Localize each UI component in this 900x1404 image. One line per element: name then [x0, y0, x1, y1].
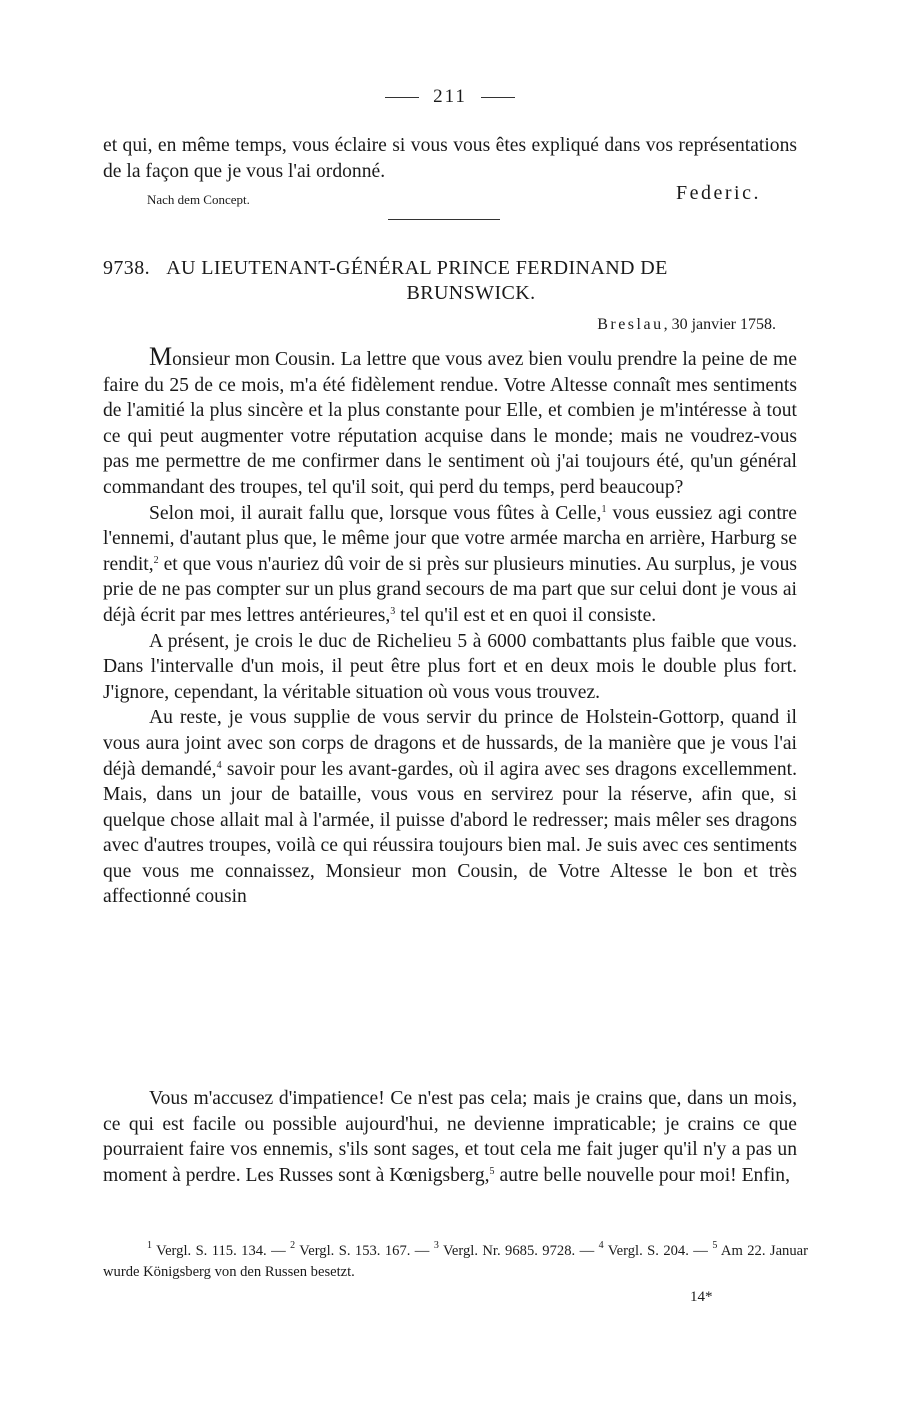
footnotes — [103, 1241, 808, 1283]
paragraph-1-text: onsieur mon Cousin. La lettre que vous avez bien voulu prendre la peine de me faire du 25 de ce mois, m'a été fidèlement rendue. Votre Altesse connaît mes sentiments de l'amitié la plus sincère et la plus constante pour Elle, et combien je m'intéresse à tout ce qui peut augmenter votre réputation acquise dans le monde; mais ne voudrez-vous pas me permettre de me confirmer dans le sentiment où j'ai toujours été, qu'un général commandant des troupes, tel qu'il soit, qui perd du temps, perd beaucoup? — [103, 349, 797, 498]
letter-place: Breslau — [597, 316, 664, 333]
footnote-ref-5: 5 — [489, 1165, 495, 1177]
postscript-text-a: Vous m'accusez d'impatience! Ce n'est pas cela; mais je crains que, dans un mois, ce qui est facile ou possible aujourd'hui, ne devienne impraticable; je crains ce que pourraient faire vos ennemis, s'ils sont sages, et tout cela me fait juger qu'il n'y a pas un moment à perdre. Les Russes sont à Kœnigsberg, — [103, 1088, 797, 1186]
footnote-2-mark: 2 — [290, 1240, 296, 1251]
letter-dateline — [597, 316, 776, 334]
source-note: Nach dem Concept. — [147, 192, 250, 207]
letter-number: 9738. — [103, 257, 150, 279]
header-dash-left — [385, 97, 419, 98]
footnote-ref-2: 2 — [153, 554, 159, 566]
footnote-ref-3: 3 — [390, 605, 396, 617]
footnote-5: Am 22. Januar wurde Königsberg von den Russen besetzt. — [103, 1243, 808, 1280]
header-dash-right — [481, 97, 515, 98]
paragraph-2-text-a: Selon moi, il aurait fallu que, lorsque vous fûtes à Celle, — [149, 502, 602, 524]
paragraph-4-text-a: Au reste, je vous supplie de vous servir du prince de Holstein-Gottorp, quand il vous aura joint avec son corps de dragons et de hussards, de la manière que je vous l'ai déjà demandé, — [103, 707, 797, 780]
paragraph-3: A présent, je crois le duc de Richelieu 5 à 6000 combattants plus faible que vous. Dans l'intervalle d'un mois, il peut être plus fort et en deux mois le double plus fort. J'ignore, cependant, la véritable situation où vous vous trouvez. — [103, 630, 797, 703]
footnote-2: Vergl. S. 153. 167. — — [295, 1243, 434, 1259]
footnote-4-mark: 4 — [598, 1240, 604, 1251]
letter-title-line2: BRUNSWICK. — [406, 282, 536, 304]
paragraph-2-text-b: vous eussiez agi contre l'ennemi, d'autant plus que, le même jour que votre armée marcha en arrière, Harburg se rendit, — [103, 502, 797, 575]
paragraph-2-text-d: tel qu'il est et en quoi il consiste. — [395, 604, 657, 626]
paragraph-2 — [103, 501, 797, 629]
paragraph-2-text-c: et que vous n'auriez dû voir de si près sur plusieurs minuties. Au surplus, je vous prie de ne pas compter sur un plus grand secours de ma part que sur celui dont je vous ai déjà écrit par mes lettres antérieures, — [103, 553, 797, 626]
footnote-4: Vergl. S. 204. — — [603, 1243, 713, 1259]
footnote-3-mark: 3 — [433, 1240, 439, 1251]
letter-title-line1: AU LIEUTENANT-GÉNÉRAL PRINCE FERDINAND DE — [166, 257, 668, 279]
letter-date: , 30 janvier 1758. — [663, 316, 776, 333]
footnote-1: Vergl. S. 115. 134. — — [152, 1243, 291, 1259]
footnote-1-mark: 1 — [147, 1240, 152, 1251]
paragraph-4-text-b: savoir pour les avant-gardes, où il agira avec ses dragons excellemment. Mais, dans un jour de bataille, vous vous en servirez pour la réserve, afin que, si quelque chose allait mal à l'armée, il puisse d'abord le redresser; mais mêler ses dragons avec d'autres troupes, voilà ce qui réussira toujours bien mal. Je suis avec ces sentiments que vous me connaissez, Monsieur mon Cousin, de Votre Altesse le bon et très affectionné cousin — [103, 758, 797, 908]
postscript-text-b: autre belle nouvelle pour moi! Enfin, — [494, 1164, 790, 1186]
footnote-3: Vergl. Nr. 9685. 9728. — — [438, 1243, 599, 1259]
footnote-ref-1: 1 — [601, 503, 607, 515]
paragraph-1 — [103, 344, 797, 501]
footnote-5-mark: 5 — [712, 1240, 718, 1251]
paragraph-4 — [103, 705, 797, 910]
paragraph-1-initial: M — [149, 342, 173, 371]
footnote-ref-4: 4 — [216, 759, 222, 771]
signature-mark: 14* — [690, 1289, 713, 1305]
section-divider — [388, 219, 500, 220]
letter-body — [103, 344, 797, 910]
signature: Federic. — [676, 182, 761, 204]
continuation-paragraph: et qui, en même temps, vous éclaire si vous vous êtes expliqué dans vos représentations de la façon que je vous l'ai ordonné. — [103, 135, 797, 182]
letter-heading-line1 — [103, 256, 797, 281]
letter-heading — [103, 256, 797, 306]
page-number: 211 — [433, 86, 467, 107]
postscript-paragraph — [103, 1086, 797, 1188]
page-header — [0, 86, 900, 108]
